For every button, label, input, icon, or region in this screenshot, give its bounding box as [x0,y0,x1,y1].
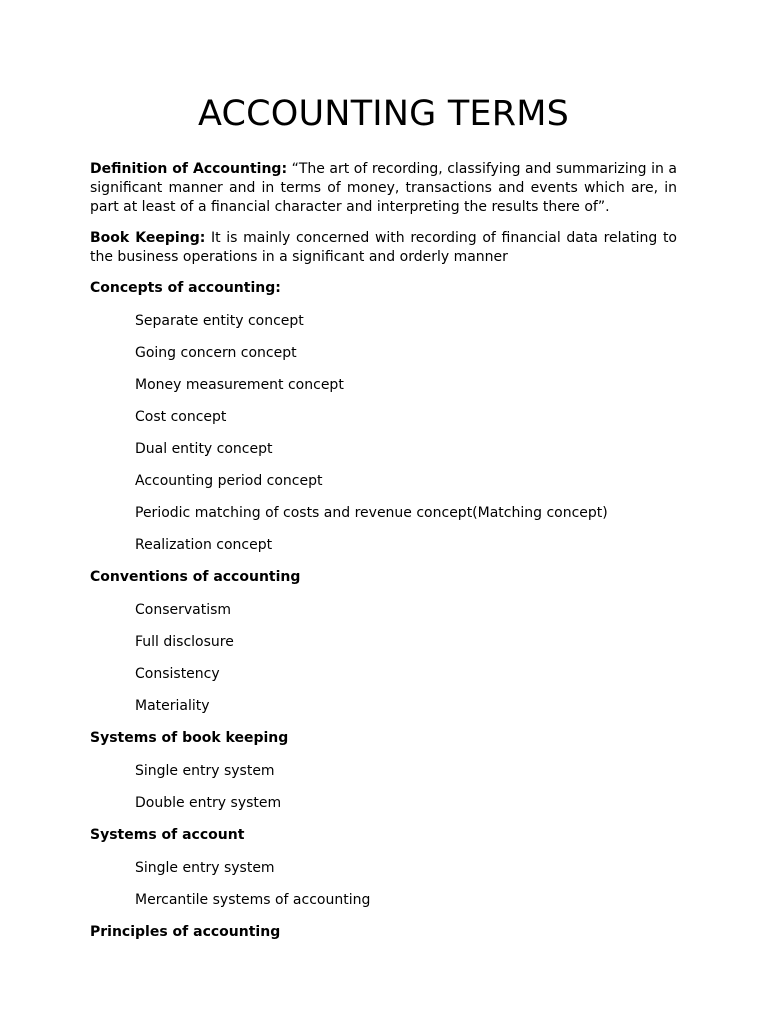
section-book-keeping-systems [90,729,677,813]
concepts-list [90,312,677,555]
definition-label: Definition of Accounting: [90,161,288,177]
section-principles [90,923,677,943]
list-item: Periodic matching of costs and revenue concept(Matching concept) [135,505,608,521]
list-item: Dual entity concept [135,441,273,457]
account-systems-list [90,859,677,910]
section-heading: Systems of book keeping [90,730,289,746]
book-keeping-systems-list [90,762,677,813]
list-item: Consistency [135,666,220,682]
list-item: Accounting period concept [135,473,323,489]
list-item: Single entry system [135,763,275,779]
section-concepts [90,279,677,555]
list-item: Double entry system [135,795,282,811]
document-page [90,88,677,956]
book-keeping-label: Book Keeping: [90,230,206,246]
definition-paragraph [90,160,677,217]
section-conventions [90,568,677,716]
list-item: Materiality [135,698,210,714]
definition-text: “The art of recording, classifying and summarizing in a significant manner and in terms of money, transactions and events which are, in part at least of a financial character and interpreting the results there of”. [90,161,677,215]
section-heading: Conventions of accounting [90,569,301,585]
page-title: ACCOUNTING TERMS [197,94,570,134]
list-item: Money measurement concept [135,377,344,393]
list-item: Going concern concept [135,345,297,361]
book-keeping-text: It is mainly concerned with recording of financial data relating to the business operations in a significant and orderly manner [90,230,677,265]
list-item: Separate entity concept [135,313,304,329]
book-keeping-paragraph [90,229,677,267]
section-heading: Systems of account [90,827,245,843]
section-heading: Concepts of accounting: [90,280,281,296]
list-item: Single entry system [135,860,275,876]
list-item: Full disclosure [135,634,234,650]
list-item: Mercantile systems of accounting [135,892,371,908]
list-item: Realization concept [135,537,273,553]
list-item: Conservatism [135,602,232,618]
list-item: Cost concept [135,409,227,425]
section-heading: Principles of accounting [90,924,281,940]
conventions-list [90,601,677,716]
section-account-systems [90,826,677,910]
